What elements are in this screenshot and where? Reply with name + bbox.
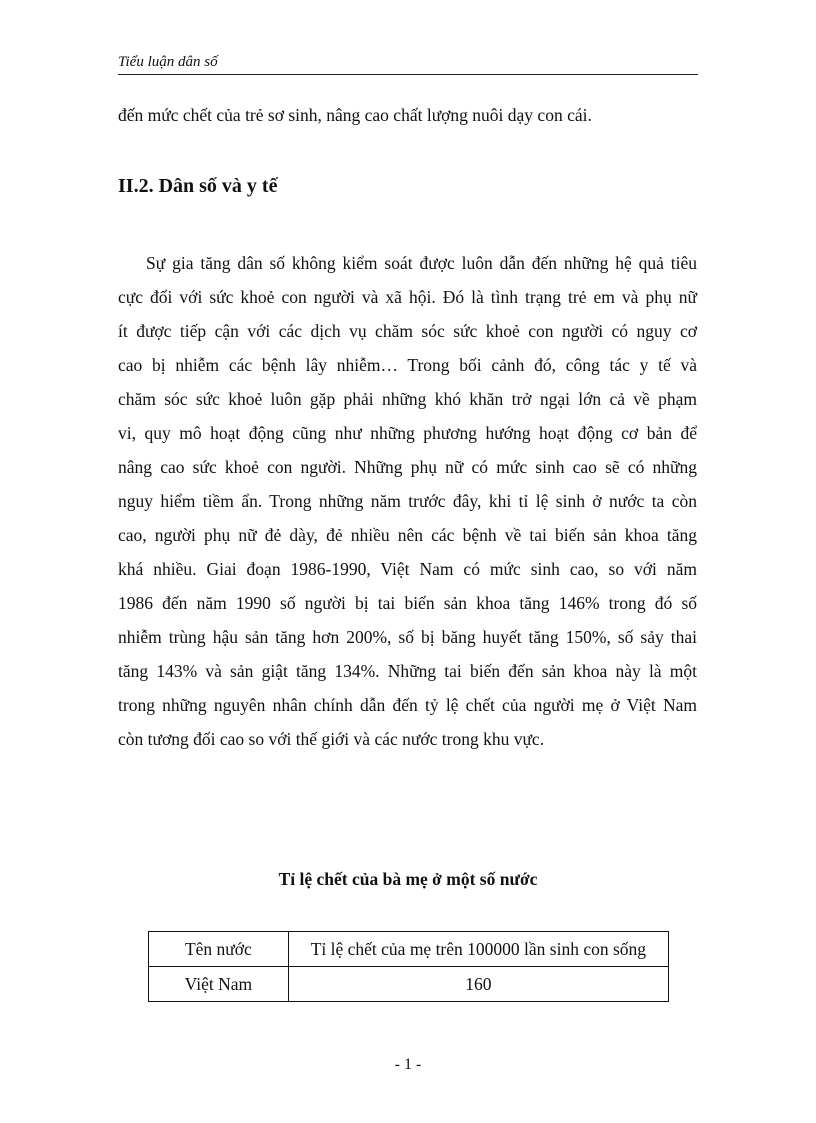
table-title: Tỉ lệ chết của bà mẹ ở một số nước <box>278 869 538 889</box>
table-row <box>149 967 669 1002</box>
paragraph-line: trong những nguyên nhân chính dẫn đến tỷ lệ chết của người mẹ ở Việt Nam <box>118 695 697 715</box>
header-title: Tiểu luận dân số <box>118 54 218 70</box>
section-heading: II.2. Dân số và y tế <box>118 175 278 197</box>
paragraph-line: còn tương đối cao so với thế giới và các nước trong khu vực. <box>118 729 545 749</box>
paragraph-line: cực đối với sức khoẻ con người và xã hội. Đó là tình trạng trẻ em và phụ nữ <box>118 287 697 307</box>
maternal-mortality-table <box>148 931 669 1002</box>
paragraph-line: nhiễm trùng hậu sản tăng hơn 200%, số bị băng huyết tăng 150%, số sảy thai <box>118 627 697 647</box>
paragraph-line: cao, người phụ nữ đẻ dày, đẻ nhiều nên các bệnh về tai biến sản khoa tăng <box>118 525 697 545</box>
table-cell: 160 <box>288 967 668 1002</box>
page-number: - 1 - <box>394 1056 422 1073</box>
paragraph-line: 1986 đến năm 1990 số người bị tai biến sản khoa tăng 146% trong đó số <box>118 593 697 613</box>
table-header-cell: Tên nước <box>149 932 289 967</box>
paragraph-line: cao bị nhiễm các bệnh lây nhiễm… Trong bối cảnh đó, công tác y tế và <box>118 355 697 375</box>
page-header <box>118 52 698 75</box>
table-header-row <box>149 932 669 967</box>
table-cell: Việt Nam <box>149 967 289 1002</box>
paragraph-line: Sự gia tăng dân số không kiểm soát được luôn dẫn đến những hệ quả tiêu <box>146 253 697 273</box>
paragraph-line: nâng cao sức khoẻ con người. Những phụ nữ có mức sinh cao sẽ có những <box>118 457 697 477</box>
paragraph-line: ít được tiếp cận với các dịch vụ chăm sóc sức khoẻ con người có nguy cơ <box>118 321 697 341</box>
paragraph-line: khá nhiều. Giai đoạn 1986-1990, Việt Nam có mức sinh cao, so với năm <box>118 559 697 579</box>
paragraph-line: nguy hiểm tiềm ẩn. Trong những năm trước đây, khi tỉ lệ sinh ở nước ta còn <box>118 491 697 511</box>
table-header-cell: Tỉ lệ chết của mẹ trên 100000 lần sinh con sống <box>288 932 668 967</box>
paragraph-line: vi, quy mô hoạt động cũng như những phương hướng hoạt động cơ bản để <box>118 423 697 443</box>
paragraph-line: chăm sóc sức khoẻ luôn gặp phải những khó khăn trở ngại lớn cả về phạm <box>118 389 697 409</box>
paragraph-line: tăng 143% và sản giật tăng 134%. Những tai biến đến sản khoa này là một <box>118 661 697 681</box>
intro-line: đến mức chết của trẻ sơ sinh, nâng cao chất lượng nuôi dạy con cái. <box>118 105 592 125</box>
